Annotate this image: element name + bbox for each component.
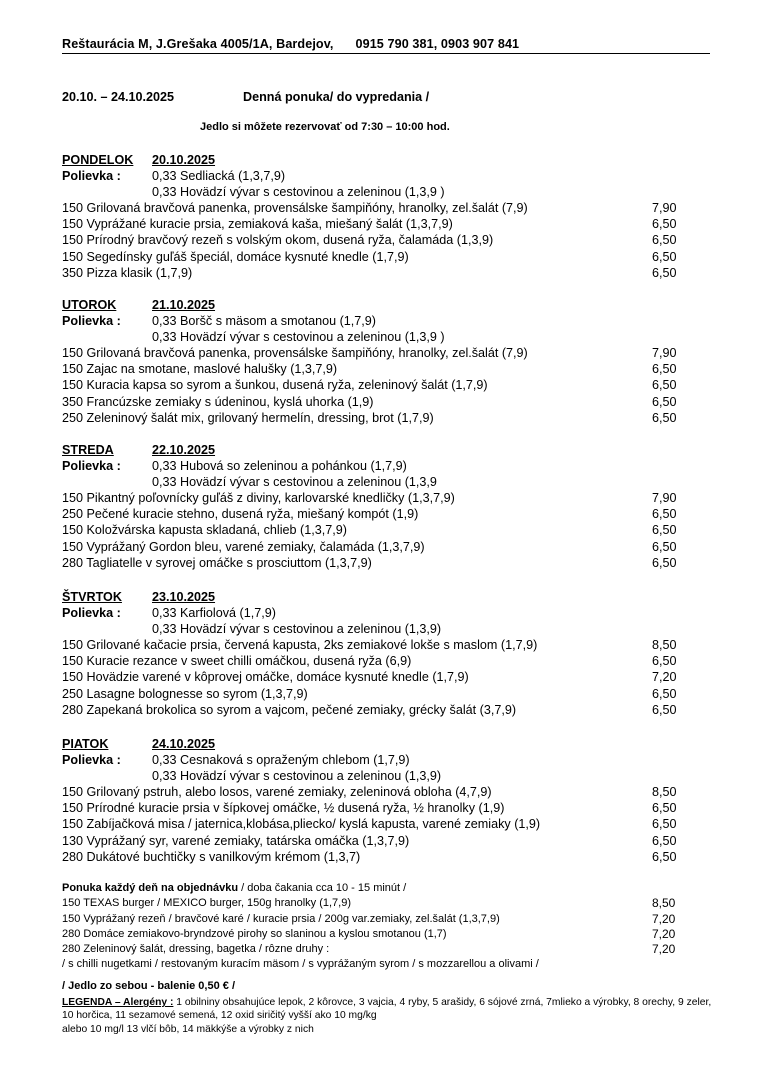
offer-text: 150 TEXAS burger / MEXICO burger, 150g hranolky (1,7,9) <box>62 897 352 910</box>
legend-text: 1 obilniny obsahujúce lepok, 2 kôrovce, 3 vajcia, 4 ryby, 5 arašidy, 6 sójové zrná, 7mlieko a výrobky, 8 orechy, 9 zeler, 10 horčica, 11 sezamové semená, 12 oxid siričitý vyšší ako 10 mg/kg <box>62 997 712 1022</box>
meal-price: 6,50 <box>652 507 677 522</box>
soup-item: 0,33 Cesnaková s opraženým chlebom (1,7,9) <box>152 753 410 768</box>
meal-text: 150 Grilovaný pstruh, alebo losos, varené zemiaky, zeleninová obloha (4,7,9) <box>62 785 492 800</box>
meal-price: 6,50 <box>652 378 677 393</box>
meal-price: 7,90 <box>652 491 677 506</box>
meal-text: 150 Segedínsky guľáš špeciál, domáce kysnuté knedle (1,7,9) <box>62 249 409 264</box>
meal-price: 6,50 <box>652 686 677 701</box>
day-name: PONDELOK <box>62 153 134 167</box>
meal-row <box>62 653 702 669</box>
offer-row <box>62 927 702 942</box>
packaging-note: / Jedlo zo sebou - balenie 0,50 € / <box>62 980 235 992</box>
soup-item: 0,33 Hovädzí vývar s cestovinou a zeleninou (1,3,9) <box>152 622 442 637</box>
meal-text: 280 Dukátové buchtičky s vanilkovým krémom (1,3,7) <box>62 849 361 864</box>
restaurant-phones: 0915 790 381, 0903 907 841 <box>355 37 520 51</box>
soup-label: Polievka : <box>62 606 121 621</box>
meal-price: 6,50 <box>652 523 677 538</box>
day-name: PIATOK <box>62 737 109 751</box>
meal-text: 150 Prírodný bravčový rezeň s volským okom, dusená ryža, čalamáda (1,3,9) <box>62 233 494 248</box>
offer-text: 150 Vyprážaný rezeň / bravčové karé / kuracie prsia / 200g var.zemiaky, zel.šalát (1,3,7,9) <box>62 912 500 925</box>
day-date: 20.10.2025 <box>152 153 216 167</box>
day-block-friday <box>62 736 702 865</box>
meal-price: 7,20 <box>652 670 677 685</box>
meal-price: 6,50 <box>652 833 677 848</box>
soup-label: Polievka : <box>62 169 121 184</box>
day-date: 24.10.2025 <box>152 737 216 751</box>
offer-price: 8,50 <box>652 896 676 911</box>
week-range: 20.10. – 24.10.2025 <box>62 90 175 104</box>
meal-row <box>62 686 702 702</box>
meal-row <box>62 506 702 522</box>
meal-price: 6,50 <box>652 539 677 554</box>
meal-price: 6,50 <box>652 702 677 717</box>
meal-price: 6,50 <box>652 654 677 669</box>
meal-row <box>62 410 702 426</box>
meal-row <box>62 394 702 410</box>
meal-text: 280 Tagliatelle v syrovej omáčke s prosciuttom (1,3,7,9) <box>62 555 372 570</box>
soup-label: Polievka : <box>62 459 121 474</box>
day-block-thursday <box>62 589 702 718</box>
offer-text: 280 Zeleninový šalát, dressing, bagetka / rôzne druhy : <box>62 943 330 956</box>
meal-price: 8,50 <box>652 638 677 653</box>
soup-item: 0,33 Hovädzí vývar s cestovinou a zeleninou (1,3,9 <box>152 475 437 490</box>
meal-price: 6,50 <box>652 849 677 864</box>
meal-row <box>62 361 702 377</box>
restaurant-header <box>62 37 710 54</box>
meal-text: 150 Vyprážaný Gordon bleu, varené zemiaky, čalamáda (1,3,7,9) <box>62 539 425 554</box>
day-date: 22.10.2025 <box>152 443 216 457</box>
meal-price: 6,50 <box>652 555 677 570</box>
meal-text: 350 Pizza klasik (1,7,9) <box>62 265 193 280</box>
day-name: ŠTVRTOK <box>62 590 122 604</box>
day-block-wednesday <box>62 442 702 571</box>
daily-offer <box>62 881 702 973</box>
meal-row <box>62 669 702 685</box>
meal-text: 250 Pečené kuracie stehno, dusená ryža, miešaný kompót (1,9) <box>62 507 419 522</box>
meal-row <box>62 200 702 216</box>
day-date: 23.10.2025 <box>152 590 216 604</box>
meal-price: 6,50 <box>652 817 677 832</box>
meal-text: 150 Pikantný poľovnícky guľáš z diviny, karlovarské knedličky (1,3,7,9) <box>62 491 455 506</box>
day-block-monday <box>62 152 702 281</box>
meal-row <box>62 522 702 538</box>
meal-row <box>62 702 702 718</box>
meal-row <box>62 800 702 816</box>
day-name: STREDA <box>62 443 114 457</box>
meal-row <box>62 784 702 800</box>
meal-price: 6,50 <box>652 801 677 816</box>
meal-text: 150 Zajac na smotane, maslové halušky (1,3,7,9) <box>62 362 338 377</box>
meal-row <box>62 833 702 849</box>
restaurant-address: Reštaurácia M, J.Grešaka 4005/1A, Bardejov, <box>62 37 334 51</box>
meal-text: 150 Hovädzie varené v kôprovej omáčke, domáce kysnuté knedle (1,7,9) <box>62 670 469 685</box>
offer-price: 7,20 <box>652 926 676 941</box>
soup-item: 0,33 Hovädzí vývar s cestovinou a zeleninou (1,3,9 ) <box>152 185 445 200</box>
offer-price: 7,20 <box>652 942 676 957</box>
offer-row <box>62 896 702 911</box>
soup-item: 0,33 Hubová so zeleninou a pohánkou (1,7,9) <box>152 459 407 474</box>
meal-text: 150 Kuracie rezance v sweet chilli omáčkou, dusená ryža (6,9) <box>62 654 412 669</box>
meal-row <box>62 377 702 393</box>
meal-price: 7,90 <box>652 201 677 216</box>
reservation-note: Jedlo si môžete rezervovať od 7:30 – 10:00 hod. <box>200 121 450 133</box>
soup-label: Polievka : <box>62 753 121 768</box>
meal-text: 150 Grilovaná bravčová panenka, provensálske šampiňóny, hranolky, zel.šalát (7,9) <box>62 346 528 361</box>
day-block-tuesday <box>62 297 702 426</box>
meal-row <box>62 249 702 265</box>
daily-offer-wait: / doba čakania cca 10 - 15 minút / <box>238 882 407 894</box>
meal-text: 150 Kuracia kapsa so syrom a šunkou, dusená ryža, zeleninový šalát (1,7,9) <box>62 378 488 393</box>
footer <box>62 980 722 1036</box>
meal-price: 6,50 <box>652 265 677 280</box>
meal-row <box>62 849 702 865</box>
meal-text: 150 Grilovaná bravčová panenka, provensálske šampiňóny, hranolky, zel.šalát (7,9) <box>62 201 528 216</box>
soup-item: 0,33 Hovädzí vývar s cestovinou a zeleninou (1,3,9 ) <box>152 330 445 345</box>
meal-row <box>62 637 702 653</box>
meal-row <box>62 490 702 506</box>
offer-text: 280 Domáce zemiakovo-bryndzové pirohy so slaninou a kyslou smotanou (1,7) <box>62 927 447 940</box>
day-name: UTOROK <box>62 298 117 312</box>
meal-row <box>62 539 702 555</box>
meal-row <box>62 816 702 832</box>
soup-label: Polievka : <box>62 314 121 329</box>
salad-variants: / s chilli nugetkami / restovaným kuracím mäsom / s vyprážaným syrom / s mozzarellou a olivami / <box>62 958 539 971</box>
meal-text: 280 Zapekaná brokolica so syrom a vajcom, pečené zemiaky, grécky šalát (3,7,9) <box>62 702 517 717</box>
meal-price: 6,50 <box>652 394 677 409</box>
meal-text: 250 Zeleninový šalát mix, grilovaný hermelín, dressing, brot (1,7,9) <box>62 410 434 425</box>
meal-text: 130 Vyprážaný syr, varené zemiaky, tatárska omáčka (1,3,7,9) <box>62 833 410 848</box>
meal-row <box>62 232 702 248</box>
meal-row <box>62 345 702 361</box>
soup-item: 0,33 Boršč s mäsom a smotanou (1,7,9) <box>152 314 376 329</box>
legend-title: LEGENDA – Alergény : <box>62 997 174 1009</box>
soup-item: 0,33 Hovädzí vývar s cestovinou a zeleninou (1,3,9) <box>152 769 442 784</box>
meal-price: 6,50 <box>652 249 677 264</box>
meal-row <box>62 555 702 571</box>
meal-price: 6,50 <box>652 233 677 248</box>
meal-price: 7,90 <box>652 346 677 361</box>
meal-price: 8,50 <box>652 785 677 800</box>
offer-row <box>62 942 702 957</box>
meal-text: 350 Francúzske zemiaky s údeninou, kyslá uhorka (1,9) <box>62 394 374 409</box>
meal-row <box>62 265 702 281</box>
meal-text: 150 Grilované kačacie prsia, červená kapusta, 2ks zemiakové lokše s maslom (1,7,9) <box>62 638 538 653</box>
offer-row <box>62 912 702 927</box>
meal-text: 150 Zabíjačková misa / jaternica,klobása,pliecko/ kyslá kapusta, varené zemiaky (1,9) <box>62 817 541 832</box>
meal-price: 6,50 <box>652 217 677 232</box>
meal-text: 150 Prírodné kuracie prsia v šípkovej omáčke, ½ dusená ryža, ½ hranolky (1,9) <box>62 801 505 816</box>
offer-price: 7,20 <box>652 911 676 926</box>
soup-item: 0,33 Sedliacká (1,3,7,9) <box>152 169 286 184</box>
daily-offer-title: Ponuka každý deň na objednávku <box>62 882 239 894</box>
meal-text: 150 Koložvárska kapusta skladaná, chlieb (1,3,7,9) <box>62 523 347 538</box>
meal-price: 6,50 <box>652 410 677 425</box>
meal-text: 250 Lasagne bolognesse so syrom (1,3,7,9) <box>62 686 308 701</box>
menu-title: Denná ponuka/ do vypredania / <box>243 90 430 104</box>
soup-item: 0,33 Karfiolová (1,7,9) <box>152 606 276 621</box>
meal-price: 6,50 <box>652 362 677 377</box>
allergen-legend <box>62 996 722 1022</box>
legend-text-continued: alebo 10 mg/l 13 vlčí bôb, 14 mäkkýše a výrobky z nich <box>62 1023 314 1035</box>
meal-text: 150 Vyprážané kuracie prsia, zemiaková kaša, miešaný šalát (1,3,7,9) <box>62 217 453 232</box>
day-date: 21.10.2025 <box>152 298 216 312</box>
meal-row <box>62 216 702 232</box>
